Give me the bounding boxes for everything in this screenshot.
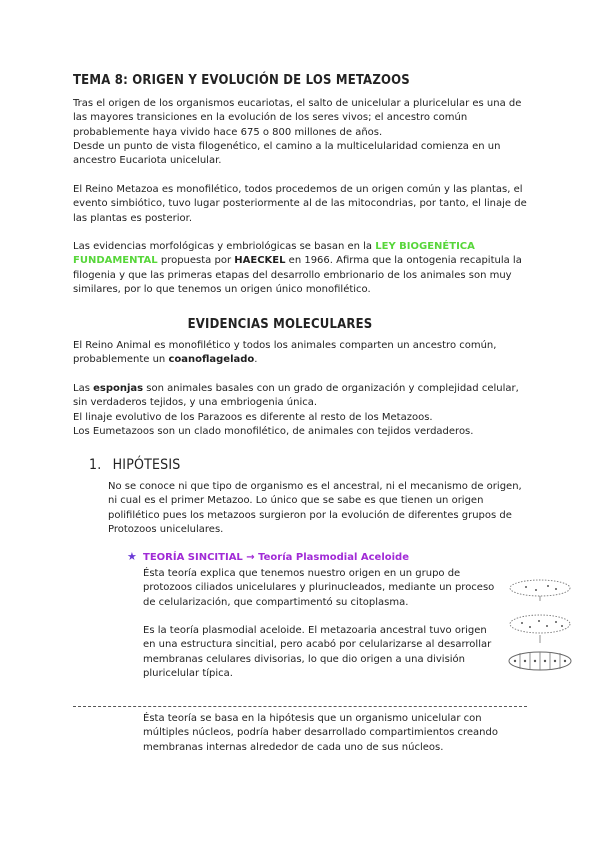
molecular-paragraph-1: El Reino Animal es monofilético y todos los animales comparten un ancestro común, probablemente un coanoflagelado. — [73, 340, 497, 366]
theory-title: TEORÍA SINCITIAL → Teoría Plasmodial Aceloide — [143, 552, 409, 563]
bottom-paragraph: Ésta teoría se basa en la hipótesis que un organismo unicelular con múltiples núcleos, podría haber desarrollado compartimientos creando membranas internas alrededor de cada uno de sus núcleos. — [143, 713, 498, 753]
intro-paragraph-2: Desde un punto de vista filogenético, el camino a la multicelularidad comienza en un ancestro Eucariota unicelular. — [73, 141, 501, 167]
molecular-paragraph-3: El linaje evolutivo de los Parazoos es diferente al resto de los Metazoos. — [73, 412, 433, 423]
plasmodial-sketch-3 — [506, 648, 574, 674]
molecular-paragraph-4: Los Eumetazoos son un clado monofilético, de animales con tejidos verdaderos. — [73, 426, 474, 437]
bold-haeckel: HAECKEL — [234, 255, 286, 267]
star-icon: ★ — [127, 550, 137, 563]
page-title: TEMA 8: ORIGEN Y EVOLUCIÓN DE LOS METAZOOS — [73, 73, 410, 88]
intro-paragraph-4: Las evidencias morfológicas y embriológicas se basan en la LEY BIOGENÉTICA FUNDAMENTAL propuesta por HAECKEL en 1966. Afirma que la ontogenia recapitula la filogenia y que las primeras etapas del desarrollo embrionario de los animales son muy similares, por lo que tenemos un origen único monofilético. — [73, 241, 522, 295]
section-heading-molecular: EVIDENCIAS MOLECULARES — [187, 317, 373, 332]
intro-paragraph-3: El Reino Metazoa es monofilético, todos procedemos de un origen común y las plantas, el evento simbiótico, tuvo lugar posteriormente al de las mitocondrias, por tanto, el linaje de las plantas es posterior. — [73, 184, 527, 224]
molecular-paragraph-2: Las esponjas son animales basales con un grado de organización y complejidad celular, sin verdaderos tejidos, y una embriogenia única. — [73, 383, 519, 409]
plasmodial-sketch-2 — [506, 609, 574, 643]
hypotheses-title: HIPÓTESIS — [112, 457, 181, 473]
hypotheses-number: 1. — [89, 457, 102, 473]
hypotheses-paragraph: No se conoce ni que tipo de organismo es el ancestral, ni el mecanismo de origen, ni cual es el primer Metazoo. Lo único que se sabe es que tienen un origen polifilético pues los metazoos surgieron por la evolución de diferentes grupos de Protozoos unicelulares. — [108, 481, 522, 535]
intro-paragraph-1: Tras el origen de los organismos eucariotas, el salto de unicelular a pluricelular es una de las mayores transiciones en la evolución de los seres vivos; el ancestro común probablemente haya vivido hace 675 o 800 millones de años. — [73, 98, 522, 138]
highlight-ley-biogenetica: LEY BIOGENÉTICA FUNDAMENTAL — [73, 241, 475, 267]
hypotheses-heading — [89, 458, 180, 474]
plasmodial-sketch-1 — [506, 577, 574, 601]
theory-paragraph-1: Ésta teoría explica que tenemos nuestro origen en un grupo de protozoos ciliados unicelulares y plurinucleados, mediante un proceso de celularización, que compartimentó su citoplasma. — [143, 568, 495, 608]
divider — [73, 706, 527, 707]
theory-paragraph-2: Es la teoría plasmodial aceloide. El metazoaria ancestral tuvo origen en una estructura sincitial, pero acabó por celularizarse al desarrollar membranas celulares divisorias, lo que dio origen a una división pluricelular típica. — [143, 625, 492, 679]
